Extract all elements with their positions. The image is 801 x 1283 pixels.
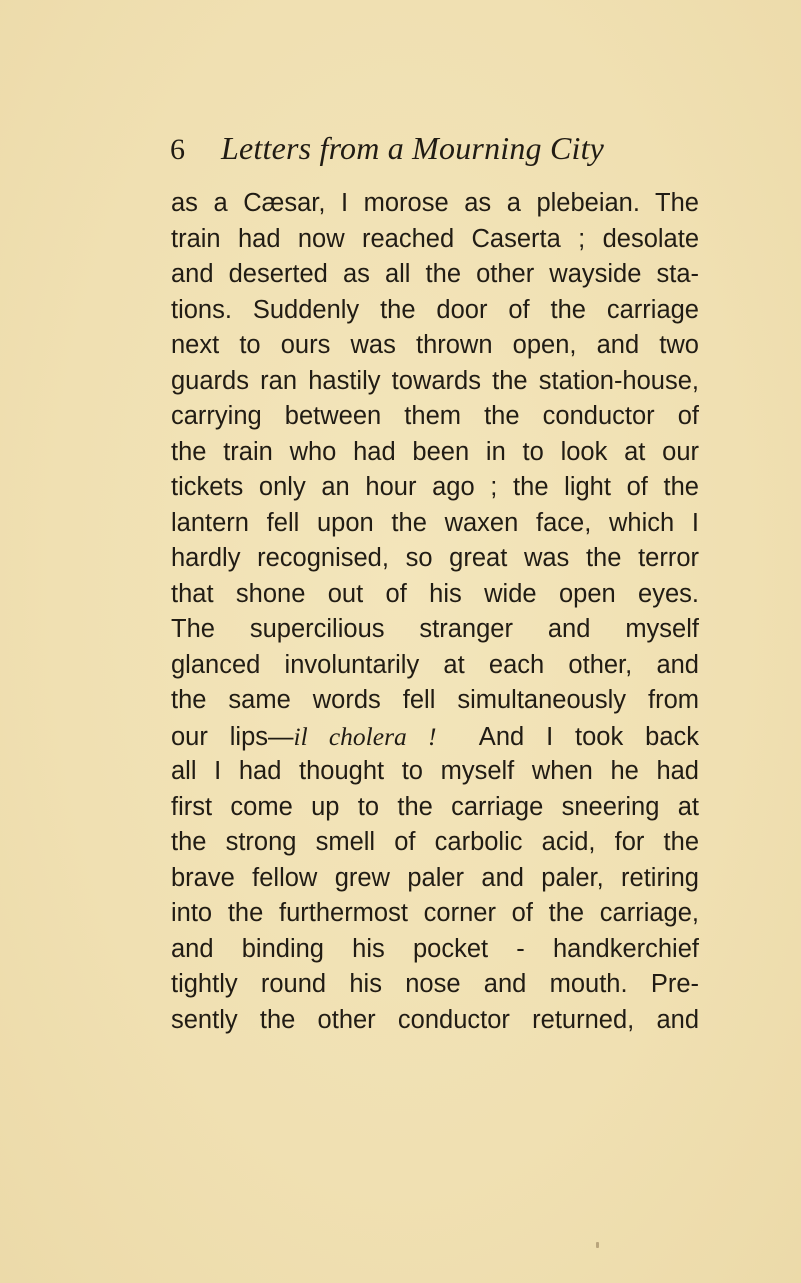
running-title: Letters from a Mourning City (221, 130, 605, 166)
text-line: lantern fell upon the waxen face, which I (171, 508, 699, 537)
text-line: The supercilious stranger and myself (171, 615, 699, 643)
text-line: first come up to the carriage sneering at (171, 792, 699, 821)
body-text (171, 186, 699, 1038)
text-line: as a Cæsar, I morose as a plebeian. The (171, 189, 699, 217)
text-fragment: our lips— (171, 722, 294, 751)
text-line: train had now reached Caserta ; desolate (171, 224, 699, 253)
text-line: carrying between them the conductor of (171, 402, 699, 430)
text-line: brave fellow grew paler and paler, retiring (171, 863, 699, 892)
italic-phrase: il cholera ! (293, 721, 437, 751)
text-line: tickets only an hour ago ; the light of the (171, 473, 699, 501)
text-line: next to ours was thrown open, and two (171, 331, 699, 359)
text-line: the train who had been in to look at our (171, 437, 699, 466)
text-line: and binding his pocket - handkerchief (171, 934, 699, 963)
text-line: hardly recognised, so great was the terror (171, 544, 699, 572)
page-number: 6 (170, 133, 185, 166)
text-line: and deserted as all the other wayside sta- (171, 260, 699, 288)
text-line-with-italic (171, 719, 699, 755)
running-head (170, 130, 640, 170)
text-line: glanced involuntarily at each other, and (171, 650, 699, 679)
text-line: all I had thought to myself when he had (171, 757, 699, 785)
text-line: tions. Suddenly the door of the carriage (171, 295, 699, 324)
text-fragment: And I took back (436, 722, 699, 751)
text-line: that shone out of his wide open eyes. (171, 579, 699, 608)
text-line: tightly round his nose and mouth. Pre- (171, 970, 699, 998)
text-line: guards ran hastily towards the station-house, (171, 366, 699, 395)
text-line: into the furthermost corner of the carriage, (171, 899, 699, 927)
paper-speck (596, 1242, 599, 1248)
text-line: the strong smell of carbolic acid, for the (171, 828, 699, 856)
text-line: sently the other conductor returned, and (171, 1005, 699, 1034)
text-line: the same words fell simultaneously from (171, 686, 699, 714)
